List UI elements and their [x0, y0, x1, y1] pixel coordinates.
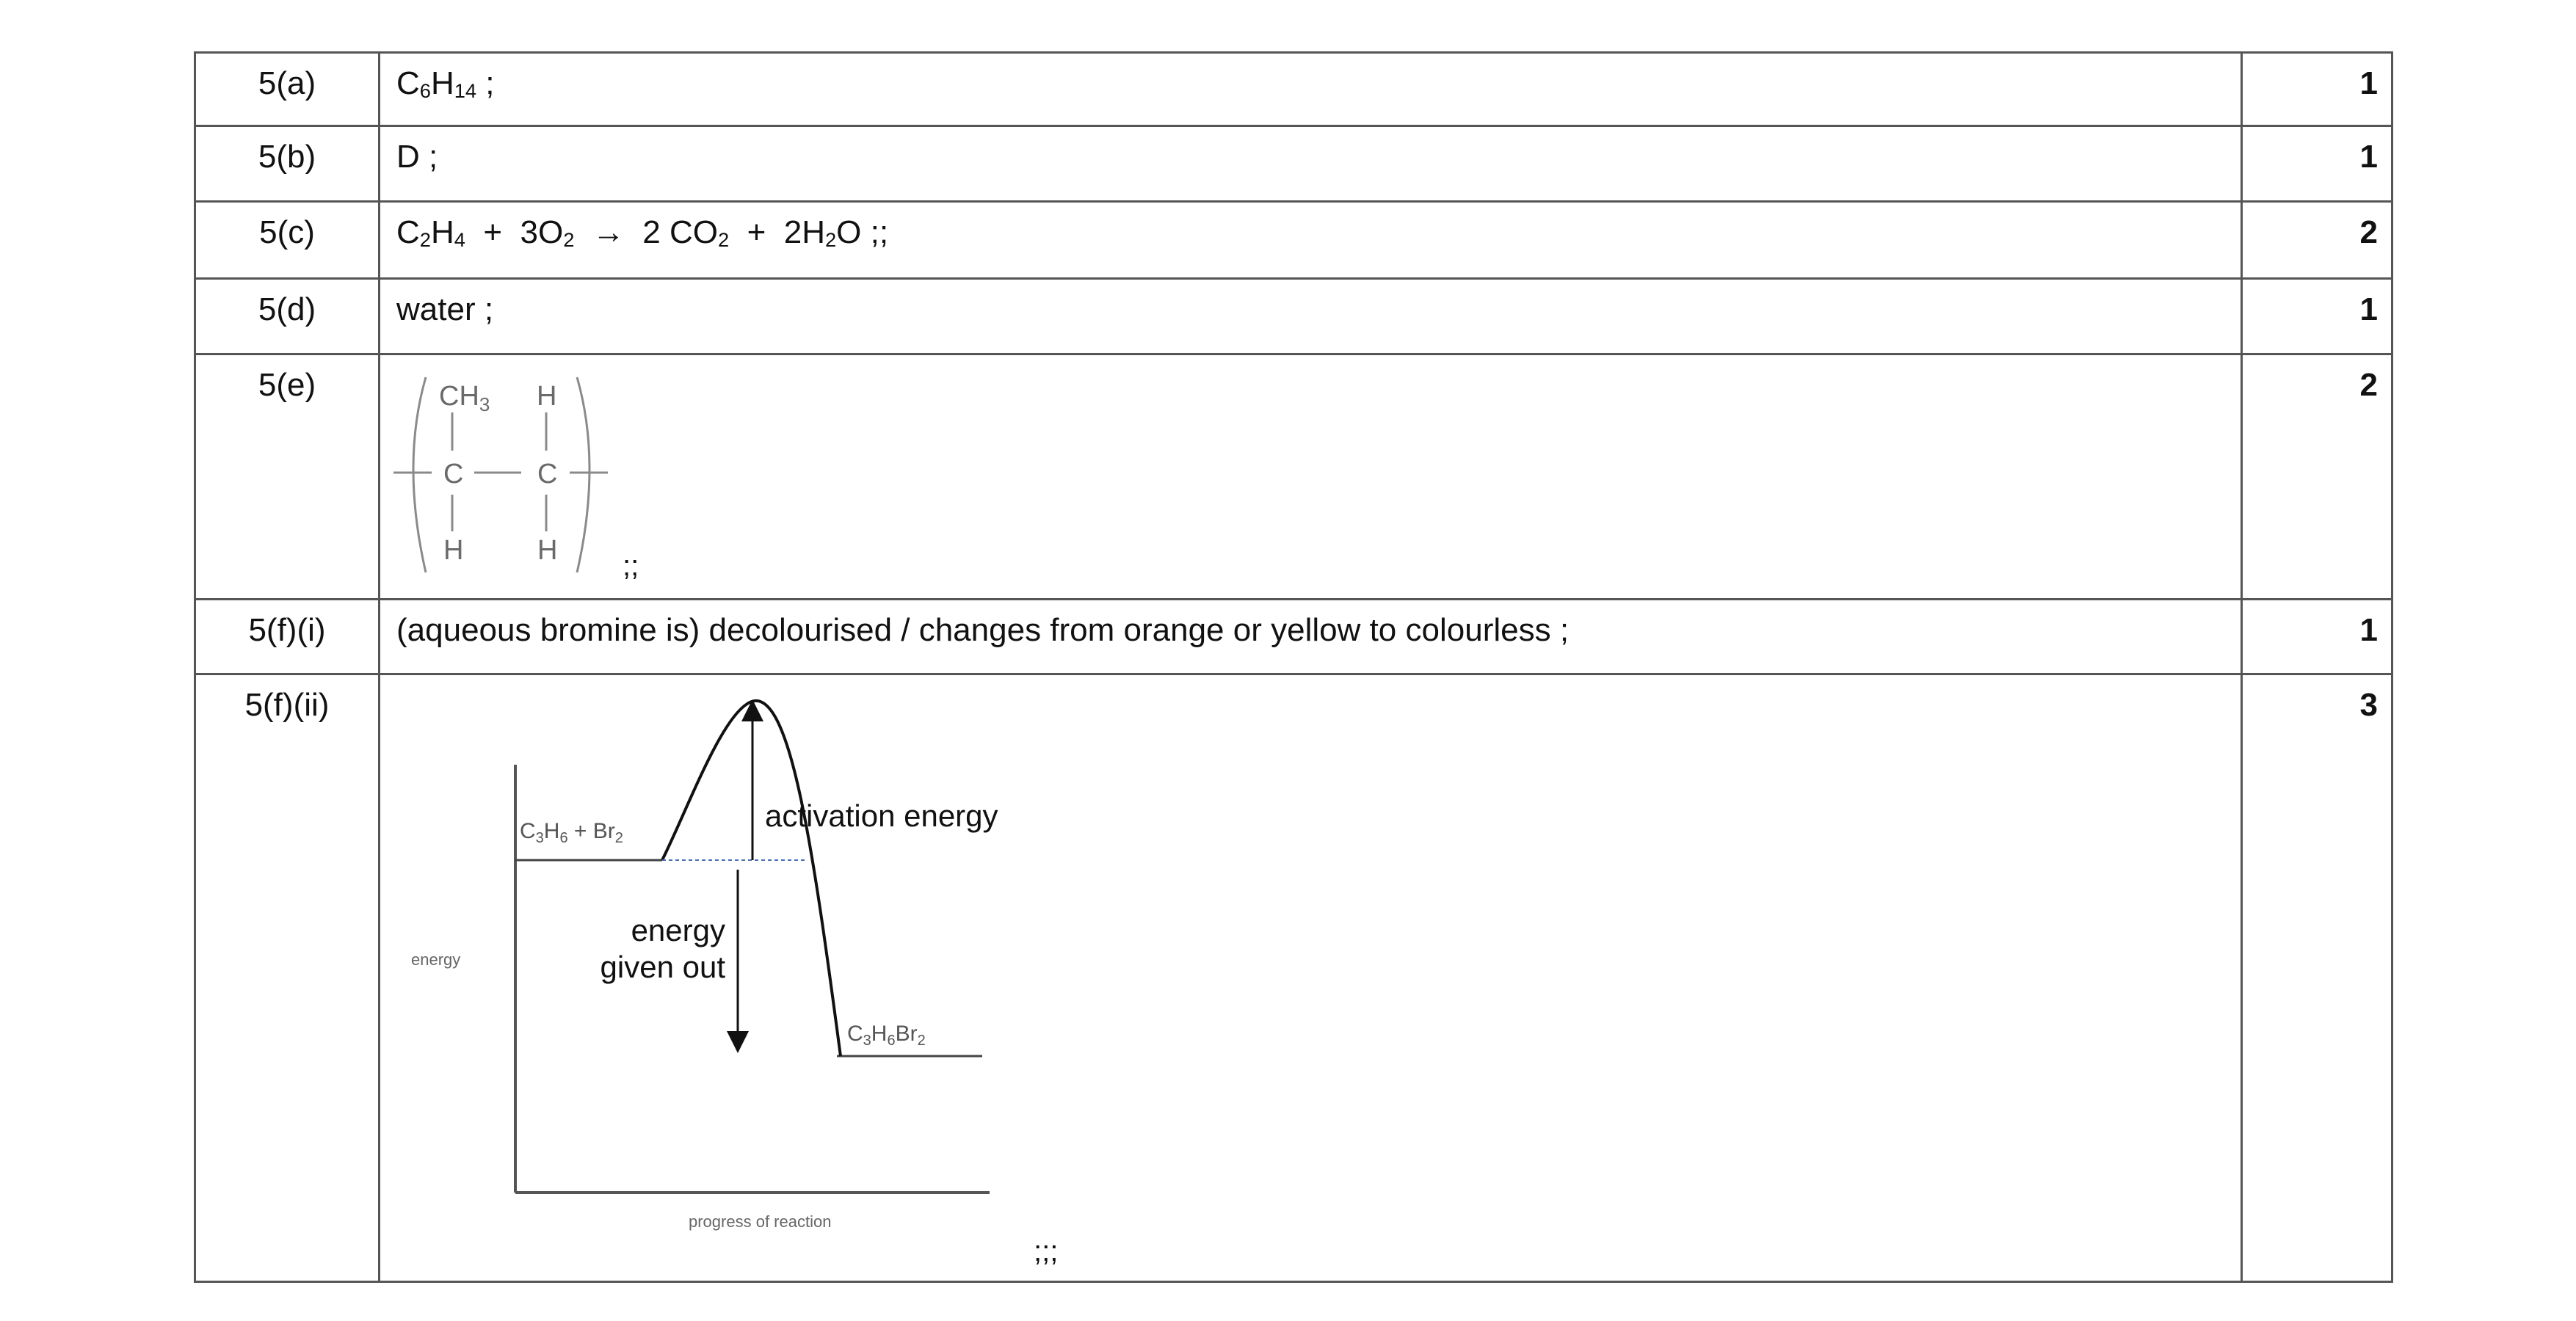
table-row — [195, 600, 2392, 674]
question-number: 5(e) — [195, 354, 380, 600]
structure-bottom-right: H — [537, 535, 558, 566]
structure-suffix: ;; — [623, 550, 639, 582]
y-axis-label: energy — [411, 950, 461, 969]
answer-cell — [380, 674, 2242, 1282]
question-number: 5(f)(ii) — [195, 674, 380, 1282]
structure-top-left: $CH_3$ — [439, 381, 490, 415]
table-row — [195, 354, 2392, 600]
mark-scheme-table — [194, 51, 2393, 1283]
question-number: 5(d) — [195, 279, 380, 354]
marks-cell: 3 — [2242, 674, 2392, 1282]
activation-energy-label: activation energy — [765, 798, 998, 833]
answer-cell — [380, 354, 2242, 600]
x-axis-label: progress of reaction — [689, 1212, 832, 1231]
question-number: 5(c) — [195, 202, 380, 279]
energy-profile-diagram — [380, 675, 2241, 1278]
product-label: $C_3H_6Br_2$ — [847, 1022, 926, 1049]
table-row — [195, 674, 2392, 1282]
marks-cell: 1 — [2242, 126, 2392, 202]
answer-cell — [380, 202, 2242, 279]
answer-text: $C_6H_{14}$ ; — [396, 65, 495, 102]
polymer-repeat-unit — [380, 355, 2241, 596]
question-number: 5(a) — [195, 53, 380, 126]
question-number: 5(f)(i) — [195, 600, 380, 674]
energy-profile-svg — [380, 675, 1114, 1278]
table-row — [195, 202, 2392, 279]
marks-cell: 1 — [2242, 53, 2392, 126]
energy-given-out-label-1: energy — [631, 913, 725, 947]
table-row — [195, 53, 2392, 126]
answer-cell — [380, 600, 2242, 674]
polymer-structure-diagram — [380, 355, 689, 596]
diagram-suffix: ;;; — [1034, 1235, 1059, 1267]
marks-cell: 2 — [2242, 354, 2392, 600]
answer-text: D ; — [396, 139, 438, 175]
answer-cell — [380, 279, 2242, 354]
answer-cell — [380, 126, 2242, 202]
answer-cell — [380, 53, 2242, 126]
marks-cell: 2 — [2242, 202, 2392, 279]
structure-top-right: H — [537, 381, 557, 412]
structure-mid-right: C — [537, 459, 558, 490]
marks-cell: 1 — [2242, 600, 2392, 674]
table-row — [195, 279, 2392, 354]
answer-text: water ; — [396, 291, 494, 327]
answer-text: (aqueous bromine is) decolourised / changes from orange or yellow to colourless ; — [396, 612, 1570, 648]
reactants-label: $C_3H_6 + Br_2$ — [520, 819, 623, 846]
table-row — [195, 126, 2392, 202]
energy-given-out-label-2: given out — [600, 950, 725, 984]
answer-equation: $C_2H_4 + 3O_2 \to 2$ $CO_2 + 2H_2O$ ;; — [396, 214, 889, 251]
structure-bottom-left: H — [443, 535, 464, 566]
marks-cell: 1 — [2242, 279, 2392, 354]
structure-mid-left: C — [443, 459, 464, 490]
question-number: 5(b) — [195, 126, 380, 202]
